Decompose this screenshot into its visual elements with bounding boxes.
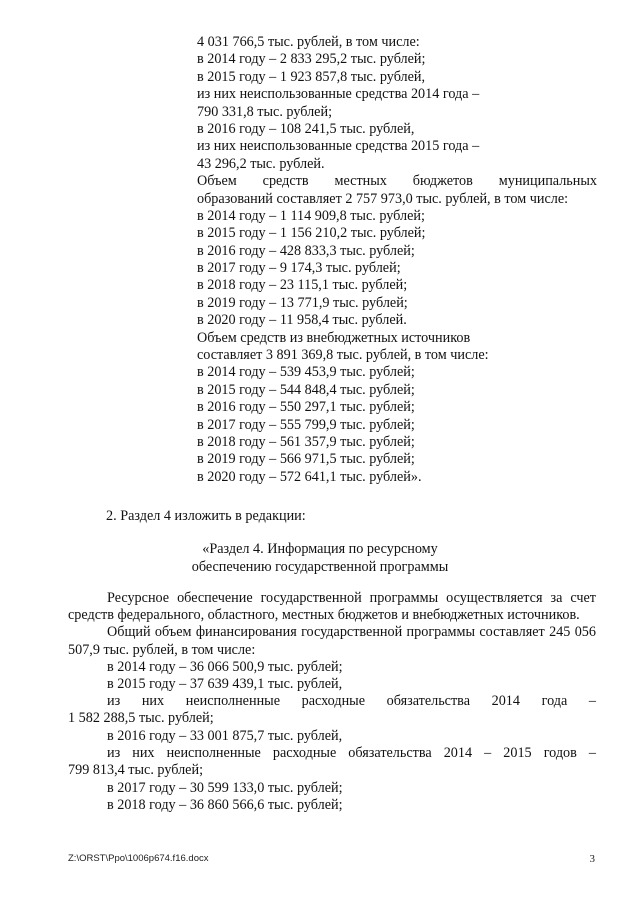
section-heading — [160, 540, 480, 576]
text-line: образований составляет 2 757 973,0 тыс. рублей, в том числе: — [197, 190, 569, 207]
text-line: в 2016 году – 428 833,3 тыс. рублей; — [197, 242, 415, 259]
text-line: в 2016 году – 550 297,1 тыс. рублей; — [197, 399, 415, 416]
text-line: в 2014 году – 2 833 295,2 тыс. рублей; — [197, 51, 426, 68]
section-body — [68, 590, 596, 814]
note-2014-2015-line: из них неисполненные расходные обязательства 2014 – 2015 годов – — [107, 744, 596, 761]
paragraph-total: Общий объем финансирования государственной программы составляет 245 056 507,9 тыс. рублей, в том числе: — [68, 624, 596, 658]
text-line: из них неиспользованные средства 2014 года – — [197, 86, 480, 103]
year-2017-line: в 2017 году – 30 599 133,0 тыс. рублей; — [107, 779, 343, 796]
text-line: в 2014 году – 1 114 909,8 тыс. рублей; — [197, 207, 425, 224]
text-line: Объем средств из внебюджетных источников — [197, 329, 471, 346]
year-2014-line: в 2014 году – 36 066 500,9 тыс. рублей; — [107, 658, 343, 675]
text-line: из них неиспользованные средства 2015 года – — [197, 138, 480, 155]
text-line: Объем средств местных бюджетов муниципальных — [197, 173, 597, 190]
text-line: в 2017 году – 9 174,3 тыс. рублей; — [197, 260, 401, 277]
heading-line-2: обеспечению государственной программы — [191, 559, 449, 575]
text-line: в 2020 году – 572 641,1 тыс. рублей». — [197, 468, 422, 485]
note-2014-2015-amount: 799 813,4 тыс. рублей; — [68, 762, 204, 779]
text-line: в 2020 году – 11 958,4 тыс. рублей. — [197, 312, 407, 329]
note-2014-line: из них неисполненные расходные обязательства 2014 года – — [107, 693, 596, 710]
text-line: в 2017 году – 555 799,9 тыс. рублей; — [197, 416, 415, 433]
text-line: 4 031 766,5 тыс. рублей, в том числе: — [197, 34, 420, 50]
text-line: в 2014 году – 539 453,9 тыс. рублей; — [197, 364, 415, 381]
text-line: в 2018 году – 23 115,1 тыс. рублей; — [197, 277, 408, 294]
text-line: составляет 3 891 369,8 тыс. рублей, в том числе: — [197, 347, 489, 364]
year-2016-line: в 2016 году – 33 001 875,7 тыс. рублей, — [107, 727, 343, 744]
footer-file-path: Z:\ORST\Ppo\1006p674.f16.docx — [68, 853, 209, 864]
page-number: 3 — [589, 853, 595, 865]
text-line: в 2019 году – 566 971,5 тыс. рублей; — [197, 451, 415, 468]
top-text-block — [197, 34, 597, 486]
section-instruction: 2. Раздел 4 изложить в редакции: — [106, 508, 306, 524]
text-line: 43 296,2 тыс. рублей. — [197, 155, 325, 172]
text-line: в 2018 году – 561 357,9 тыс. рублей; — [197, 433, 415, 450]
year-2015-line: в 2015 году – 37 639 439,1 тыс. рублей, — [107, 676, 343, 692]
note-2014-amount: 1 582 288,5 тыс. рублей; — [68, 710, 214, 727]
text-line: в 2015 году – 1 156 210,2 тыс. рублей; — [197, 225, 426, 242]
text-line: в 2016 году – 108 241,5 тыс. рублей, — [197, 120, 415, 137]
text-line: в 2019 году – 13 771,9 тыс. рублей; — [197, 294, 408, 311]
heading-line-1: «Раздел 4. Информация по ресурсному — [202, 541, 438, 557]
text-line: в 2015 году – 1 923 857,8 тыс. рублей, — [197, 68, 426, 85]
year-2018-line: в 2018 году – 36 860 566,6 тыс. рублей; — [107, 796, 343, 813]
paragraph-resources: Ресурсное обеспечение государственной программы осуществляется за счет средств федерального, областного, местных бюджетов и внебюджетных источников. — [68, 590, 596, 624]
text-line: 790 331,8 тыс. рублей; — [197, 103, 333, 120]
text-line: в 2015 году – 544 848,4 тыс. рублей; — [197, 381, 415, 398]
